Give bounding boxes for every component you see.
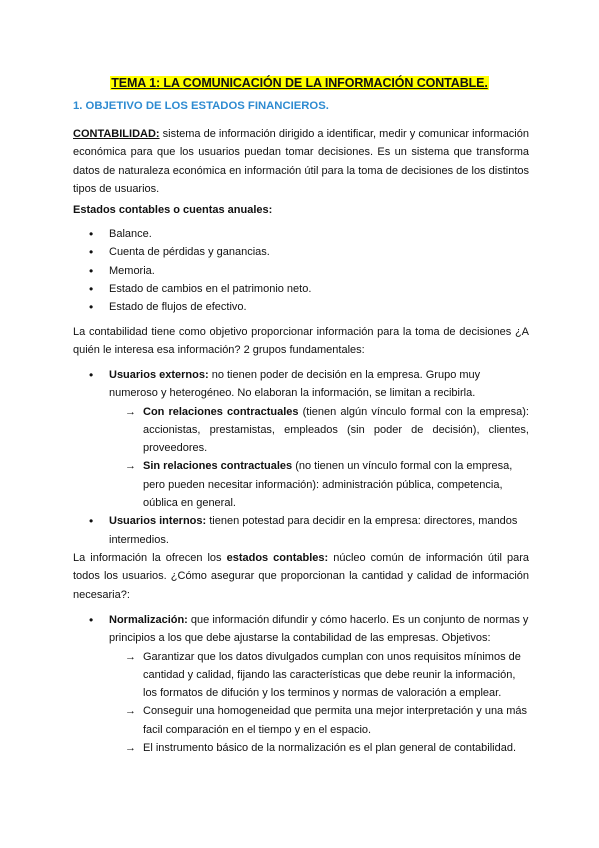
internos-text: tienen potestad para decidir en la empresa: directores, mandos intermedios. — [109, 515, 518, 546]
externos-sublist — [125, 403, 529, 513]
usuarios-list — [73, 366, 529, 549]
page-title: TEMA 1: LA COMUNICACIÓN DE LA INFORMACIÓN CONTABLE. — [111, 76, 488, 90]
estados-heading: Estados contables o cuentas anuales: — [73, 204, 273, 216]
list-item: → El instrumento básico de la normalización es el plan general de contabilidad. — [125, 739, 529, 757]
list-item: → Conseguir una homogeneidad que permita una mejor interpretación y una más facil comparación en el tiempo y en el espacio. — [125, 702, 529, 739]
list-item: • Estado de flujos de efectivo. — [73, 298, 529, 316]
normalizacion-item — [73, 611, 529, 757]
info-paragraph: La información la ofrecen los estados contables: núcleo común de información útil para todos los usuarios. ¿Cómo asegurar que proporcionan la cantidad y calidad de información necesaria?: — [73, 552, 530, 601]
list-item: • Balance. — [73, 225, 529, 243]
section-heading: 1. OBJETIVO DE LOS ESTADOS FINANCIEROS. — [73, 100, 329, 112]
externos-term: Usuarios externos: — [109, 369, 209, 381]
contabilidad-paragraph — [73, 125, 529, 198]
usuarios-externos-item — [73, 366, 529, 512]
estados-contables-term: estados contables: — [226, 552, 329, 564]
arrow-icon: → — [125, 650, 136, 663]
list-item: • Memoria. — [73, 262, 529, 280]
list-item: • Cuenta de pérdidas y ganancias. — [73, 243, 529, 261]
externos-text: no tienen poder de decisión en la empresa. Grupo muy numeroso y heterogéneo. No elaboran la información, se limitan a recibirla. — [109, 369, 481, 400]
normalizacion-term: Normalización: — [109, 614, 188, 626]
objetivo-paragraph: La contabilidad tiene como objetivo proporcionar información para la toma de decisiones ¿A quién le interesa esa información? 2 grupos fundamentales: — [73, 326, 529, 357]
arrow-icon: → — [125, 742, 136, 755]
objetivos-sublist — [125, 648, 529, 758]
normalizacion-text: que información difundir y cómo hacerlo. Es un conjunto de normas y principios a los que debe ajustarse la contabilidad de las empresas. Objetivos: — [109, 614, 529, 645]
arrow-icon: → — [125, 705, 136, 718]
contabilidad-text: sistema de información dirigido a identificar, medir y comunicar información económica para que los usuarios puedan tomar decisiones. Es un sistema que transforma datos de naturaleza económica en información útil para la toma de decisiones de los distintos tipos de usuarios. — [73, 128, 529, 195]
list-item: → Sin relaciones contractuales (no tienen un vínculo formal con la empresa, pero pueden necesitar información): administración pública, competencia, oública en general. — [125, 457, 529, 512]
usuarios-internos-item — [73, 512, 529, 549]
list-item: → Garantizar que los datos divulgados cumplan con unos requisitos mínimos de cantidad y calidad, fijando las características que debe reunir la información, los formatos de difución y los terminos y normas de valoración a emplear. — [125, 648, 529, 703]
arrow-icon: → — [125, 405, 136, 418]
contabilidad-term: CONTABILIDAD: — [73, 128, 160, 140]
arrow-icon: → — [125, 460, 136, 473]
list-item: → Con relaciones contractuales (tienen algún vínculo formal con la empresa): accionistas, prestamistas, empleados (sin poder de decisión), clientes, proveedores. — [125, 403, 529, 458]
normalizacion-list — [73, 611, 529, 757]
estados-list — [73, 225, 529, 316]
internos-term: Usuarios internos: — [109, 515, 207, 528]
list-item: • Estado de cambios en el patrimonio neto. — [73, 280, 529, 298]
